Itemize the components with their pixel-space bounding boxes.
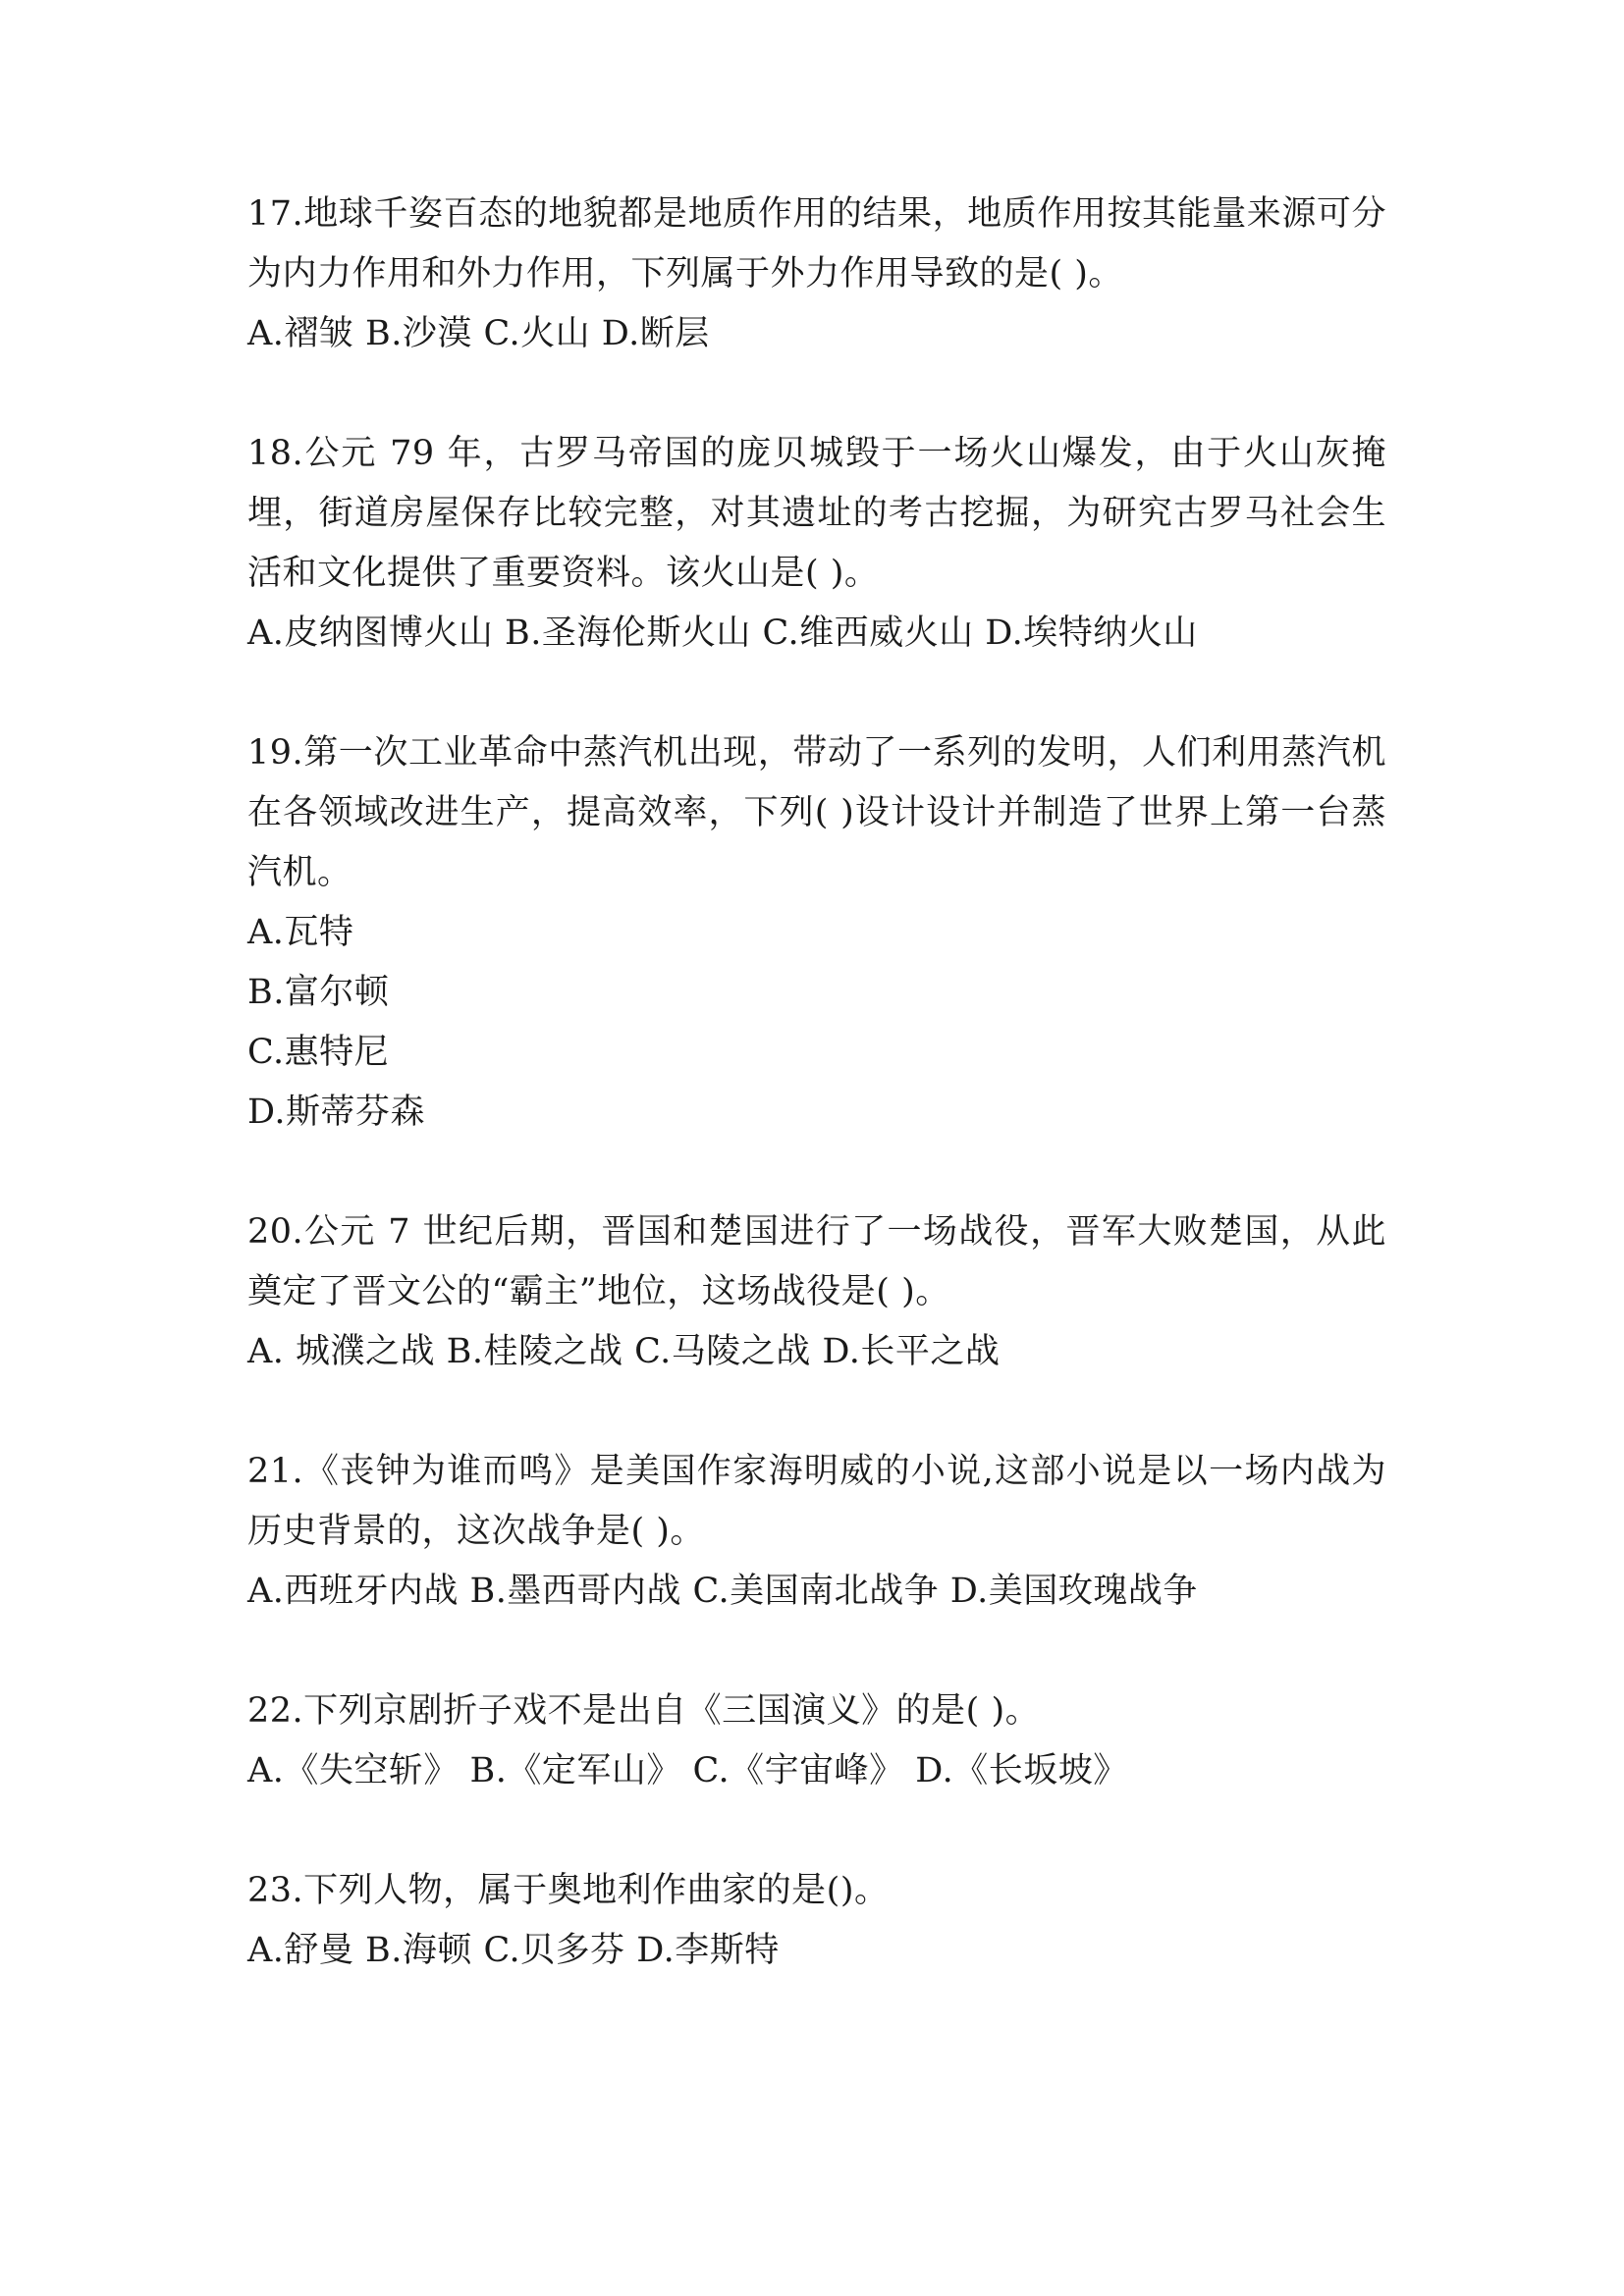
question-stem: 21.《丧钟为谁而鸣》是美国作家海明威的小说,这部小说是以一场内战为历史背景的，这次战争是( )。 <box>247 1452 1386 1551</box>
question-stem: 19.第一次工业革命中蒸汽机出现，带动了一系列的发明，人们利用蒸汽机在各领域改进生产，提高效率，下列( )设计设计并制造了世界上第一台蒸汽机。 <box>247 733 1386 892</box>
question-stem: 23.下列人物，属于奥地利作曲家的是()。 <box>247 1871 890 1910</box>
option-c: C.惠特尼 <box>247 1033 390 1072</box>
question-options: A.西班牙内战 B.墨西哥内战 C.美国南北战争 D.美国玫瑰战争 <box>247 1572 1198 1611</box>
question-22 <box>247 1682 1386 1801</box>
question-21 <box>247 1442 1386 1622</box>
question-options: A.舒曼 B.海顿 C.贝多芬 D.李斯特 <box>247 1931 780 1970</box>
option-d: D.斯蒂芬森 <box>247 1093 425 1132</box>
option-a: A.瓦特 <box>247 913 354 952</box>
option-b: B.富尔顿 <box>247 973 390 1012</box>
question-options: A.褶皱 B.沙漠 C.火山 D.断层 <box>247 314 710 353</box>
question-list <box>247 185 1386 2041</box>
question-20 <box>247 1202 1386 1382</box>
question-stem: 18.公元 79 年，古罗马帝国的庞贝城毁于一场火山爆发，由于火山灰掩埋，街道房屋保存比较完整，对其遗址的考古挖掘，为研究古罗马社会生活和文化提供了重要资料。该火山是( )。 <box>247 434 1386 593</box>
question-stem: 22.下列京剧折子戏不是出自《三国演义》的是( )。 <box>247 1691 1041 1731</box>
question-options: A.皮纳图博火山 B.圣海伦斯火山 C.维西威火山 D.埃特纳火山 <box>247 614 1198 653</box>
question-23 <box>247 1861 1386 1981</box>
question-options <box>247 903 1386 1143</box>
question-options: A.《失空斩》 B.《定军山》 C.《宇宙峰》 D.《长坂坡》 <box>247 1751 1128 1790</box>
question-19 <box>247 723 1386 1143</box>
question-stem: 17.地球千姿百态的地貌都是地质作用的结果，地质作用按其能量来源可分为内力作用和外力作用，下列属于外力作用导致的是( )。 <box>247 194 1386 294</box>
question-17 <box>247 185 1386 364</box>
question-stem: 20.公元 7 世纪后期，晋国和楚国进行了一场战役，晋军大败楚国，从此奠定了晋文公的“霸主”地位，这场战役是( )。 <box>247 1212 1386 1311</box>
question-options: A. 城濮之战 B.桂陵之战 C.马陵之战 D.长平之战 <box>247 1332 1001 1371</box>
question-18 <box>247 424 1386 664</box>
